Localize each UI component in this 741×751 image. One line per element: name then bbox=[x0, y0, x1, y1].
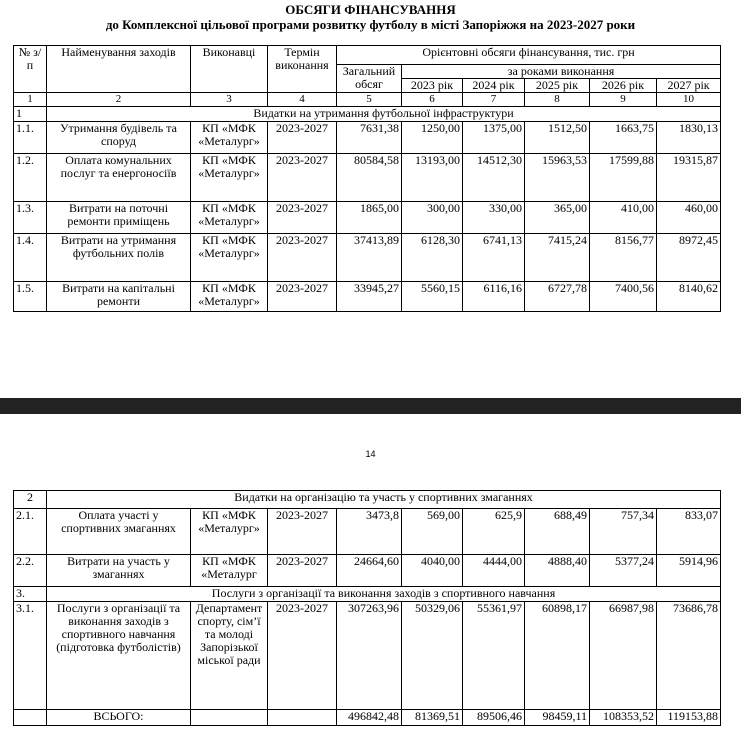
col-number: 8 bbox=[525, 93, 590, 107]
header-num: № з/п bbox=[14, 46, 47, 93]
row-value: 300,00 bbox=[402, 202, 463, 234]
row-value: 19315,87 bbox=[657, 154, 721, 202]
row-executor: КП «МФК «Металург» bbox=[191, 154, 268, 202]
row-executor: КП «МФК «Металург» bbox=[191, 122, 268, 154]
row-value: 1663,75 bbox=[590, 122, 657, 154]
total-row bbox=[14, 710, 721, 726]
row-num: 1.5. bbox=[14, 282, 47, 312]
row-executor: Департамент спорту, сім’ї та молоді Запорізької міської ради bbox=[191, 602, 268, 710]
row-value: 6116,16 bbox=[463, 282, 525, 312]
row-value: 757,34 bbox=[590, 509, 657, 555]
row-value: 50329,06 bbox=[402, 602, 463, 710]
row-num: 2.1. bbox=[14, 509, 47, 555]
row-name: Витрати на капітальні ремонти bbox=[47, 282, 191, 312]
total-value: 108353,52 bbox=[590, 710, 657, 726]
row-term: 2023-2027 bbox=[268, 282, 337, 312]
header-by-years: за роками виконання bbox=[402, 65, 721, 79]
total-value: 98459,11 bbox=[525, 710, 590, 726]
header-funding: Орієнтовні обсяги фінансування, тис. грн bbox=[337, 46, 721, 65]
row-value: 625,9 bbox=[463, 509, 525, 555]
col-number: 10 bbox=[657, 93, 721, 107]
table-row bbox=[14, 234, 721, 282]
section-num: 2 bbox=[14, 491, 47, 509]
financing-table-bottom bbox=[13, 490, 721, 726]
row-value: 5914,96 bbox=[657, 555, 721, 587]
header-year: 2023 рік bbox=[402, 79, 463, 93]
header-year: 2026 рік bbox=[590, 79, 657, 93]
col-number: 5 bbox=[337, 93, 402, 107]
row-value: 1512,50 bbox=[525, 122, 590, 154]
col-number: 7 bbox=[463, 93, 525, 107]
row-value: 55361,97 bbox=[463, 602, 525, 710]
row-value: 6128,30 bbox=[402, 234, 463, 282]
row-total: 33945,27 bbox=[337, 282, 402, 312]
row-value: 6741,13 bbox=[463, 234, 525, 282]
row-value: 1250,00 bbox=[402, 122, 463, 154]
row-value: 410,00 bbox=[590, 202, 657, 234]
row-total: 1865,00 bbox=[337, 202, 402, 234]
row-name: Витрати на поточні ремонти приміщень bbox=[47, 202, 191, 234]
row-value: 8972,45 bbox=[657, 234, 721, 282]
row-term: 2023-2027 bbox=[268, 234, 337, 282]
row-num: 1.3. bbox=[14, 202, 47, 234]
total-value: 81369,51 bbox=[402, 710, 463, 726]
row-name: Утримання будівель та споруд bbox=[47, 122, 191, 154]
row-term: 2023-2027 bbox=[268, 122, 337, 154]
row-total: 37413,89 bbox=[337, 234, 402, 282]
row-total: 3473,8 bbox=[337, 509, 402, 555]
header-year: 2027 рік bbox=[657, 79, 721, 93]
col-number: 6 bbox=[402, 93, 463, 107]
row-value: 330,00 bbox=[463, 202, 525, 234]
table-row bbox=[14, 555, 721, 587]
row-value: 6727,78 bbox=[525, 282, 590, 312]
row-value: 1375,00 bbox=[463, 122, 525, 154]
total-value: 496842,48 bbox=[337, 710, 402, 726]
row-total: 24664,60 bbox=[337, 555, 402, 587]
section-title: Видатки на утримання футбольної інфраструктури bbox=[47, 107, 721, 122]
header-total: Загальний обсяг bbox=[337, 65, 402, 93]
table-row bbox=[14, 154, 721, 202]
col-number: 4 bbox=[268, 93, 337, 107]
row-total: 7631,38 bbox=[337, 122, 402, 154]
row-value: 7400,56 bbox=[590, 282, 657, 312]
section-row bbox=[14, 587, 721, 602]
header-term: Термін виконання bbox=[268, 46, 337, 93]
table-row bbox=[14, 282, 721, 312]
row-name: Витрати на участь у змаганнях bbox=[47, 555, 191, 587]
row-num: 1.2. bbox=[14, 154, 47, 202]
row-value: 569,00 bbox=[402, 509, 463, 555]
document-subtitle: до Комплексної цільової програми розвитку футболу в місті Запоріжжя на 2023-2027 роки bbox=[105, 17, 636, 32]
table-row bbox=[14, 122, 721, 154]
row-value: 1830,13 bbox=[657, 122, 721, 154]
financing-table-top bbox=[13, 45, 721, 312]
document-title: ОБСЯГИ ФІНАНСУВАННЯ bbox=[285, 2, 456, 17]
row-value: 66987,98 bbox=[590, 602, 657, 710]
row-value: 688,49 bbox=[525, 509, 590, 555]
row-term: 2023-2027 bbox=[268, 202, 337, 234]
row-executor: КП «МФК «Металург» bbox=[191, 202, 268, 234]
row-value: 60898,17 bbox=[525, 602, 590, 710]
row-value: 8156,77 bbox=[590, 234, 657, 282]
row-num: 1.4. bbox=[14, 234, 47, 282]
row-term: 2023-2027 bbox=[268, 555, 337, 587]
row-term: 2023-2027 bbox=[268, 509, 337, 555]
table-row bbox=[14, 202, 721, 234]
header-executor: Виконавці bbox=[191, 46, 268, 93]
row-total: 80584,58 bbox=[337, 154, 402, 202]
row-name: Послуги з організації та виконання заходів з спортивного навчання (підготовка футболістів) bbox=[47, 602, 191, 710]
section-row bbox=[14, 491, 721, 509]
total-label: ВСЬОГО: bbox=[47, 710, 191, 726]
row-executor: КП «МФК «Металург» bbox=[191, 282, 268, 312]
row-value: 4444,00 bbox=[463, 555, 525, 587]
col-number: 9 bbox=[590, 93, 657, 107]
col-number: 1 bbox=[14, 93, 47, 107]
section-title: Послуги з організації та виконання заходів з спортивного навчання bbox=[47, 587, 721, 602]
table-row bbox=[14, 509, 721, 555]
section-num: 1 bbox=[14, 107, 47, 122]
row-total: 307263,96 bbox=[337, 602, 402, 710]
row-value: 5377,24 bbox=[590, 555, 657, 587]
table-row bbox=[14, 602, 721, 710]
row-value: 460,00 bbox=[657, 202, 721, 234]
row-value: 365,00 bbox=[525, 202, 590, 234]
row-term: 2023-2027 bbox=[268, 154, 337, 202]
header-year: 2025 рік bbox=[525, 79, 590, 93]
row-num: 2.2. bbox=[14, 555, 47, 587]
row-num: 3.1. bbox=[14, 602, 47, 710]
row-value: 15963,53 bbox=[525, 154, 590, 202]
row-value: 17599,88 bbox=[590, 154, 657, 202]
total-value: 119153,88 bbox=[657, 710, 721, 726]
row-num: 1.1. bbox=[14, 122, 47, 154]
row-value: 14512,30 bbox=[463, 154, 525, 202]
row-executor: КП «МФК «Металург» bbox=[191, 509, 268, 555]
section-row bbox=[14, 107, 721, 122]
col-number: 3 bbox=[191, 93, 268, 107]
row-value: 13193,00 bbox=[402, 154, 463, 202]
header-name: Найменування заходів bbox=[47, 46, 191, 93]
page-number: 14 bbox=[365, 449, 376, 459]
row-executor: КП «МФК «Металург» bbox=[191, 234, 268, 282]
row-value: 73686,78 bbox=[657, 602, 721, 710]
row-executor: КП «МФК «Металург bbox=[191, 555, 268, 587]
row-value: 7415,24 bbox=[525, 234, 590, 282]
row-value: 8140,62 bbox=[657, 282, 721, 312]
row-name: Оплата участі у спортивних змаганнях bbox=[47, 509, 191, 555]
row-name: Витрати на утримання футбольних полів bbox=[47, 234, 191, 282]
section-title: Видатки на організацію та участь у спортивних змаганнях bbox=[47, 491, 721, 509]
row-value: 4040,00 bbox=[402, 555, 463, 587]
row-value: 833,07 bbox=[657, 509, 721, 555]
row-value: 4888,40 bbox=[525, 555, 590, 587]
col-number: 2 bbox=[47, 93, 191, 107]
section-num: 3. bbox=[14, 587, 47, 602]
total-value: 89506,46 bbox=[463, 710, 525, 726]
row-value: 5560,15 bbox=[402, 282, 463, 312]
page-separator bbox=[0, 398, 741, 414]
row-name: Оплата комунальних послуг та енергоносіїв bbox=[47, 154, 191, 202]
header-year: 2024 рік bbox=[463, 79, 525, 93]
row-term: 2023-2027 bbox=[268, 602, 337, 710]
